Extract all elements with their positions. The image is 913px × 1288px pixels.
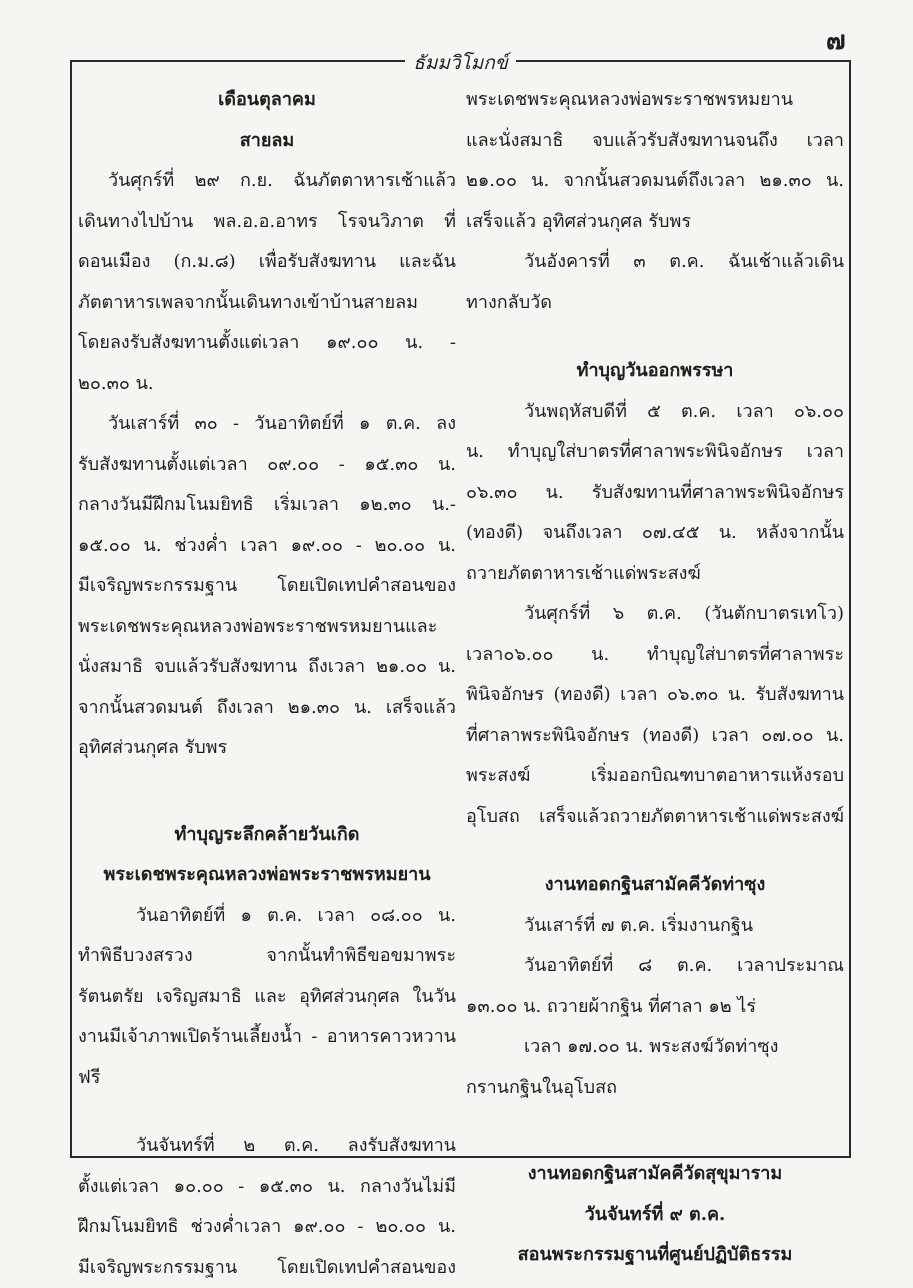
text-line: ถวายภัตตาหารเช้าแด่พระสงฆ์ xyxy=(466,554,844,595)
column-gap xyxy=(78,1098,456,1126)
text-line: เวลา๐๖.๐๐ น. ทำบุญใส่บาตรที่ศาลาพระ xyxy=(466,635,844,676)
section-heading: ทำบุญระลึกคล้ายวันเกิด xyxy=(78,815,456,856)
left-column xyxy=(78,80,456,1288)
text-line: วันพฤหัสบดีที่ ๕ ต.ค. เวลา ๐๖.๐๐ xyxy=(466,392,844,433)
text-line: ทำพิธีบวงสรวง จากนั้นทำพิธีขอขมาพระ xyxy=(78,936,456,977)
text-line: พระเดชพระคุณหลวงพ่อพระราชพรหมยานและ xyxy=(78,607,456,648)
section-heading: พระเดชพระคุณหลวงพ่อพระราชพรหมยาน xyxy=(78,855,456,896)
text-line: ฟรี xyxy=(78,1058,456,1099)
text-line: งานมีเจ้าภาพเปิดร้านเลี้ยงน้ำ - อาหารคาวหวาน xyxy=(78,1017,456,1058)
text-line: วันศุกร์ที่ ๒๙ ก.ย. ฉันภัตตาหารเช้าแล้ว xyxy=(78,161,456,202)
text-line: ที่ศาลาพระพินิจอักษร (ทองดี) เวลา ๐๗.๐๐ น. xyxy=(466,716,844,757)
section-heading: วันจันทร์ที่ ๙ ต.ค. xyxy=(466,1195,844,1236)
text-line: ทางกลับวัด xyxy=(466,283,844,324)
section-heading: เดือนตุลาคม xyxy=(78,80,456,121)
text-line: อุทิศส่วนกุศล รับพร xyxy=(78,728,456,769)
text-line: ๑๕.๐๐ น. ช่วงค่ำ เวลา ๑๙.๐๐ - ๒๐.๐๐ น. xyxy=(78,526,456,567)
running-header xyxy=(70,48,851,78)
text-line: เวลา ๑๗.๐๐ น. พระสงฆ์วัดท่าซุง xyxy=(466,1027,844,1068)
text-line: จากนั้นสวดมนต์ ถึงเวลา ๒๑.๓๐ น. เสร็จแล้ว xyxy=(78,688,456,729)
text-line: วันอาทิตย์ที่ ๑ ต.ค. เวลา ๐๘.๐๐ น. xyxy=(78,896,456,937)
column-gap xyxy=(78,769,456,815)
text-line: ๒๐.๓๐ น. xyxy=(78,364,456,405)
text-line: ตั้งแต่เวลา ๑๐.๐๐ - ๑๕.๓๐ น. กลางวันไม่มี xyxy=(78,1167,456,1208)
text-line: และนั่งสมาธิ จบแล้วรับสังฆทานจนถึง เวลา xyxy=(466,121,844,162)
page-number: ๗ xyxy=(826,20,846,61)
text-line: โดยลงรับสังฆทานตั้งแต่เวลา ๑๙.๐๐ น. - xyxy=(78,323,456,364)
text-line: เสร็จแล้ว อุทิศส่วนกุศล รับพร xyxy=(466,202,844,243)
text-line: อุโบสถ เสร็จแล้วถวายภัตตาหารเช้าแด่พระสงฆ์ xyxy=(466,797,844,838)
text-line: ๒๑.๐๐ น. จากนั้นสวดมนต์ถึงเวลา ๒๑.๓๐ น. xyxy=(466,161,844,202)
text-line: รับสังฆทานตั้งแต่เวลา ๐๙.๐๐ - ๑๕.๓๐ น. xyxy=(78,445,456,486)
text-line: พินิจอักษร (ทองดี) เวลา ๐๖.๓๐ น. รับสังฆทาน xyxy=(466,675,844,716)
text-line: ดอนเมือง (ก.ม.๘) เพื่อรับสังฆทาน และฉัน xyxy=(78,242,456,283)
section-heading: ทำบุญวันออกพรรษา xyxy=(466,351,844,392)
section-heading: สอนพระกรรมฐานที่ศูนย์ปฏิบัติธรรม xyxy=(466,1235,844,1276)
text-line: วันเสาร์ที่ ๗ ต.ค. เริ่มงานกฐิน xyxy=(466,906,844,947)
text-line: (ทองดี) จนถึงเวลา ๐๗.๔๕ น. หลังจากนั้น xyxy=(466,513,844,554)
text-line: ๐๖.๓๐ น. รับสังฆทานที่ศาลาพระพินิจอักษร xyxy=(466,473,844,514)
text-line: กลางวันมีฝึกมโนมยิทธิ เริ่มเวลา ๑๒.๓๐ น.- xyxy=(78,485,456,526)
text-line: มีเจริญพระกรรมฐาน โดยเปิดเทปคำสอนของ xyxy=(78,566,456,607)
text-line: มีเจริญพระกรรมฐาน โดยเปิดเทปคำสอนของ xyxy=(78,1248,456,1288)
text-line: รัตนตรัย เจริญสมาธิ และ อุทิศส่วนกุศล ในวัน xyxy=(78,977,456,1018)
text-line: ภัตตาหารเพลจากนั้นเดินทางเข้าบ้านสายลม xyxy=(78,283,456,324)
text-line: น. ทำบุญใส่บาตรที่ศาลาพระพินิจอักษร เวลา xyxy=(466,432,844,473)
text-line: พระสงฆ์ เริ่มออกบิณฑบาตอาหารแห้งรอบ xyxy=(466,756,844,797)
text-line: กรานกฐินในอุโบสถ xyxy=(466,1068,844,1109)
text-line: วันศุกร์ที่ ๖ ต.ค. (วันตักบาตรเทโว) xyxy=(466,594,844,635)
text-line: วันเสาร์ที่ ๓๐ - วันอาทิตย์ที่ ๑ ต.ค. ลง xyxy=(78,404,456,445)
text-line: วันอังคารที่ ๓ ต.ค. ฉันเช้าแล้วเดิน xyxy=(466,242,844,283)
running-header-text: ธัมมวิโมกข์ xyxy=(405,52,516,74)
text-line: วันอาทิตย์ที่ ๘ ต.ค. เวลาประมาณ xyxy=(466,946,844,987)
text-line: ฝึกมโนมยิทธิ ช่วงค่ำเวลา ๑๙.๐๐ - ๒๐.๐๐ น. xyxy=(78,1207,456,1248)
section-heading: งานทอดกฐินสามัคคีวัดสุขุมาราม xyxy=(466,1154,844,1195)
section-heading: สายลม xyxy=(78,121,456,162)
text-line: นั่งสมาธิ จบแล้วรับสังฆทาน ถึงเวลา ๒๑.๐๐ น. xyxy=(78,647,456,688)
text-line: วันจันทร์ที่ ๒ ต.ค. ลงรับสังฆทาน xyxy=(78,1126,456,1167)
text-line: เดินทางไปบ้าน พล.อ.อ.อาทร โรจนวิภาต ที่ xyxy=(78,202,456,243)
column-gap xyxy=(466,1108,844,1154)
column-gap xyxy=(466,837,844,865)
column-gap xyxy=(466,323,844,351)
text-line: ๑๓.๐๐ น. ถวายผ้ากฐิน ที่ศาลา ๑๒ ไร่ xyxy=(466,987,844,1028)
section-heading: งานทอดกฐินสามัคคีวัดท่าซุง xyxy=(466,865,844,906)
text-line: พระเดชพระคุณหลวงพ่อพระราชพรหมยาน xyxy=(466,80,844,121)
right-column xyxy=(466,80,844,1276)
